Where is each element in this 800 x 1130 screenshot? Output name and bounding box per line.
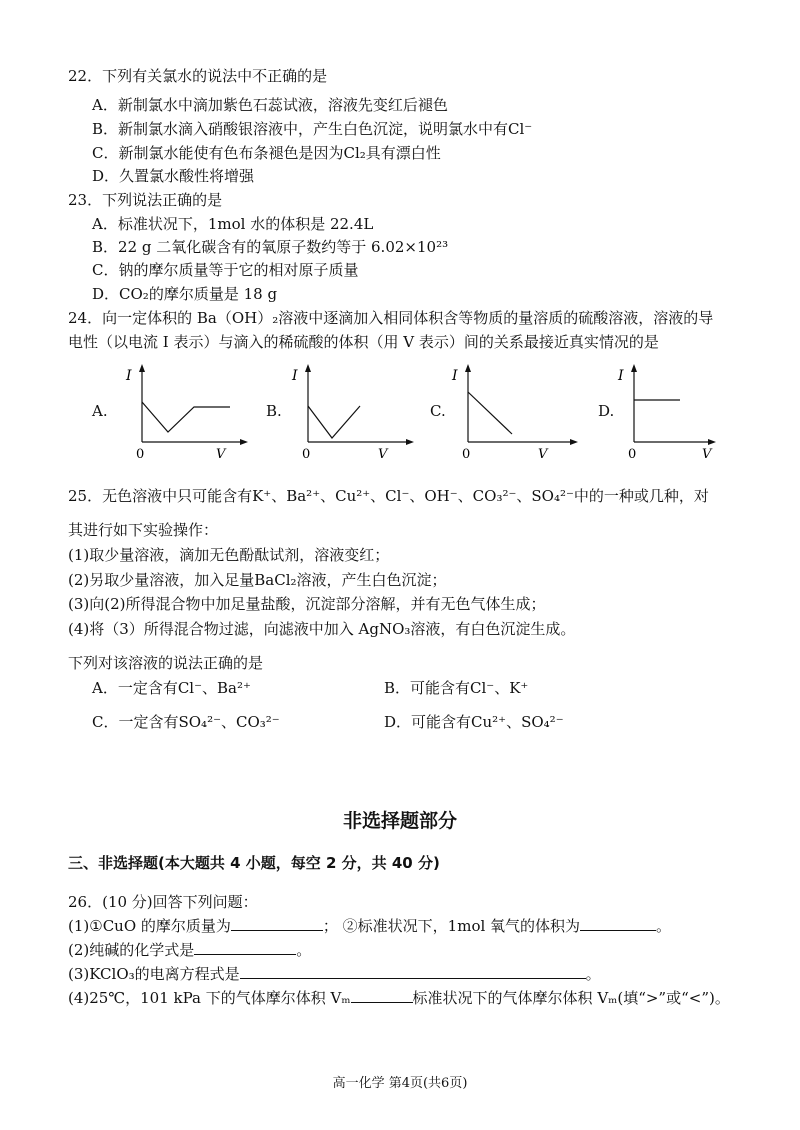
graph-b-x-axis: V (378, 447, 388, 460)
q26-p1-text-c: 。 (656, 917, 672, 935)
q26-part-1 (68, 916, 671, 936)
q25-stem-line1: 25．无色溶液中只可能含有K⁺、Ba²⁺、Cu²⁺、Cl⁻、OH⁻、CO₃²⁻、SO₄²⁻中的一种或几种，对 (68, 487, 709, 505)
q26-p4-text-a: (4)25℃，101 kPa 下的气体摩尔体积 Vₘ (68, 989, 351, 1007)
q23-option-b: B．22 g 二氧化碳含有的氧原子数约等于 6.02×10²³ (92, 238, 449, 256)
q26-p2-text-b: 。 (296, 941, 312, 959)
q25-step-3: (3)向(2)所得混合物中加足量盐酸，沉淀部分溶解，并有无色气体生成； (68, 595, 546, 613)
q25-question: 下列对该溶液的说法正确的是 (68, 654, 264, 672)
answer-blank-soda-formula[interactable] (194, 940, 296, 955)
graph-c-x-axis: V (538, 447, 548, 460)
q22-stem: 22．下列有关氯水的说法中不正确的是 (68, 67, 328, 85)
q25-option-b: B．可能含有Cl⁻、K⁺ (384, 679, 529, 697)
answer-blank-cuo-molar-mass[interactable] (231, 916, 323, 931)
graph-c-y-axis: I (452, 368, 458, 384)
q25-option-c: C．一定含有SO₄²⁻、CO₃²⁻ (92, 713, 280, 731)
graph-d (612, 360, 722, 460)
q24-graphs (0, 360, 800, 460)
q23-stem: 23．下列说法正确的是 (68, 191, 223, 209)
answer-blank-oxygen-volume[interactable] (580, 916, 656, 931)
q25-option-a: A．一定含有Cl⁻、Ba²⁺ (92, 679, 251, 697)
page-footer: 高一化学 第4页(共6页) (332, 1076, 468, 1091)
q24-stem-line2: 电性（以电流 I 表示）与滴入的稀硫酸的体积（用 V 表示）间的关系最接近真实情况的是 (68, 333, 659, 351)
graph-b-y-axis: I (292, 368, 298, 384)
q23-option-a: A．标准状况下，1mol 水的体积是 22.4L (92, 215, 374, 233)
section-title: 非选择题部分 (342, 810, 457, 832)
q25-step-4: (4)将（3）所得混合物过滤，向滤液中加入 AgNO₃溶液，有白色沉淀生成。 (68, 620, 576, 638)
q22-option-b: B．新制氯水滴入硝酸银溶液中，产生白色沉淀，说明氯水中有Cl⁻ (92, 120, 533, 138)
graph-a (120, 360, 250, 460)
graph-b (286, 360, 416, 460)
graph-a-y-axis: I (126, 368, 132, 384)
graph-c (446, 360, 586, 460)
q25-step-2: (2)另取少量溶液，加入足量BaCl₂溶液，产生白色沉淀； (68, 571, 447, 589)
q23-option-c: C．钠的摩尔质量等于它的相对原子质量 (92, 261, 359, 279)
q26-p1-text-b: ； ②标准状况下，1mol 氧气的体积为 (322, 917, 581, 935)
q25-stem-line2: 其进行如下实验操作： (68, 521, 219, 539)
q24-stem-line1: 24．向一定体积的 Ba（OH）₂溶液中逐滴加入相同体积含等物质的量溶质的硫酸溶液，溶液的导 (68, 309, 714, 327)
q22-option-c: C．新制氯水能使有色布条褪色是因为Cl₂具有漂白性 (92, 144, 441, 162)
q26-p3-text-b: 。 (585, 965, 601, 983)
graph-d-x-axis: V (702, 447, 712, 460)
q26-part-2 (68, 940, 311, 960)
q26-p1-text-a: (1)①CuO 的摩尔质量为 (68, 917, 231, 935)
graph-a-origin: 0 (136, 447, 145, 460)
q26-p2-text-a: (2)纯碱的化学式是 (68, 941, 195, 959)
graph-c-origin: 0 (462, 447, 471, 460)
graph-a-label: A. (92, 402, 108, 420)
graph-b-origin: 0 (302, 447, 311, 460)
q26-p3-text-a: (3)KClO₃的电离方程式是 (68, 965, 240, 983)
q25-step-1: (1)取少量溶液，滴加无色酚酞试剂，溶液变红； (68, 546, 390, 564)
graph-d-y-axis: I (618, 368, 624, 384)
answer-blank-kclo3-ionization[interactable] (240, 964, 586, 979)
q25-option-d: D．可能含有Cu²⁺、SO₄²⁻ (384, 713, 564, 731)
graph-a-x-axis: V (216, 447, 226, 460)
q22-option-d: D．久置氯水酸性将增强 (92, 167, 255, 185)
section-header: 三、非选择题(本大题共 4 小题，每空 2 分，共 40 分) (68, 854, 440, 872)
q22-option-a: A．新制氯水中滴加紫色石蕊试液，溶液先变红后褪色 (92, 96, 448, 114)
q26-stem: 26．(10 分)回答下列问题： (68, 893, 258, 911)
graph-b-label: B. (266, 402, 282, 420)
q26-p4-text-b: 标准状况下的气体摩尔体积 Vₘ(填“>”或“<”)。 (412, 989, 730, 1007)
graph-d-origin: 0 (628, 447, 637, 460)
graph-d-label: D. (598, 402, 615, 420)
answer-blank-molar-volume-compare[interactable] (351, 988, 413, 1003)
graph-c-label: C. (430, 402, 446, 420)
q23-option-d: D．CO₂的摩尔质量是 18 g (92, 285, 278, 303)
q26-part-4 (68, 988, 730, 1008)
q26-part-3 (68, 964, 601, 984)
